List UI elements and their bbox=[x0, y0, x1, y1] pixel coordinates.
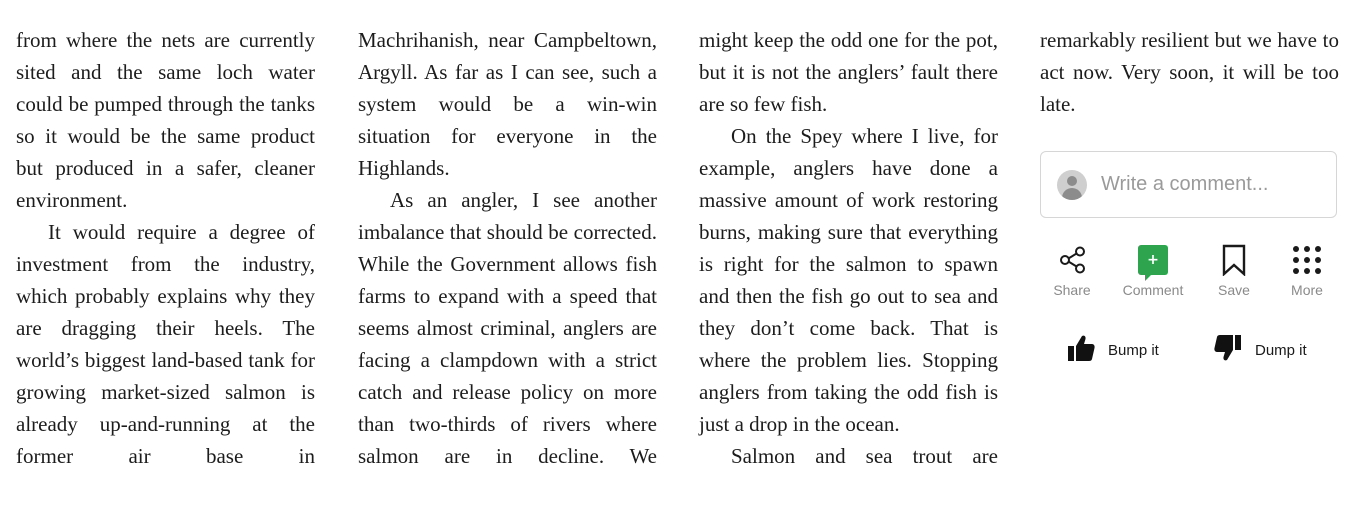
bump-it-button[interactable] bbox=[1066, 333, 1159, 367]
grid-dots-icon bbox=[1272, 240, 1342, 280]
share-label: Share bbox=[1053, 282, 1091, 298]
action-bar bbox=[1040, 240, 1340, 300]
article-column-2 bbox=[358, 24, 657, 472]
article-paragraph: On the Spey where I live, for example, anglers have done a massive amount of work restoring burns, making sure that everything is right for the salmon to spawn and then the fish go out to sea and they don’t come back. That is where the problem lies. Stopping anglers from taking the odd fish is just a drop in the ocean. bbox=[699, 124, 998, 436]
share-button[interactable] bbox=[1037, 240, 1107, 298]
article-column-1 bbox=[16, 24, 315, 472]
article-column-3 bbox=[699, 24, 998, 472]
save-button[interactable] bbox=[1199, 240, 1269, 298]
user-avatar-icon bbox=[1057, 170, 1087, 200]
article-paragraph: Salmon and sea trout are bbox=[731, 444, 998, 468]
article-column-4 bbox=[1040, 24, 1339, 120]
article-paragraph: might keep the odd one for the pot, but it is not the anglers’ fault there are so few fish. bbox=[699, 28, 998, 116]
more-label: More bbox=[1291, 282, 1323, 298]
thumbs-down-icon bbox=[1213, 333, 1243, 367]
dump-it-button[interactable] bbox=[1213, 333, 1307, 367]
comment-placeholder: Write a comment... bbox=[1101, 173, 1269, 195]
article-paragraph: Machrihanish, near Campbeltown, Argyll. As far as I can see, such a system would be a win-win situation for everyone in the Highlands. bbox=[358, 28, 657, 180]
comment-label: Comment bbox=[1122, 282, 1184, 298]
thumbs-up-icon bbox=[1066, 333, 1096, 367]
bookmark-icon bbox=[1199, 240, 1269, 280]
article-paragraph: As an angler, I see another imbalance that should be corrected. While the Government allows fish farms to expand with a speed that seems almost criminal, anglers are facing a clampdown with a strict catch and release policy on more than two-thirds of rivers where salmon are in decline. We bbox=[358, 188, 657, 468]
comment-button[interactable] bbox=[1118, 240, 1188, 298]
article-paragraph: remarkably resilient but we have to act now. Very soon, it will be too late. bbox=[1040, 28, 1339, 116]
save-label: Save bbox=[1218, 282, 1250, 298]
bump-it-label: Bump it bbox=[1108, 341, 1159, 359]
share-icon bbox=[1037, 240, 1107, 280]
dump-it-label: Dump it bbox=[1255, 341, 1307, 359]
comment-input[interactable] bbox=[1040, 151, 1337, 218]
comment-icon: + bbox=[1138, 245, 1168, 275]
article-paragraph: It would require a degree of investment from the industry, which probably explains why they are dragging their heels. The world’s biggest land-based tank for growing market-sized salmon is already up-and-running at the former air base in bbox=[16, 220, 315, 468]
article-paragraph: from where the nets are currently sited and the same loch water could be pumped through the tanks so it would be the same product but produced in a safer, cleaner environment. bbox=[16, 28, 315, 212]
more-button[interactable] bbox=[1272, 240, 1342, 298]
